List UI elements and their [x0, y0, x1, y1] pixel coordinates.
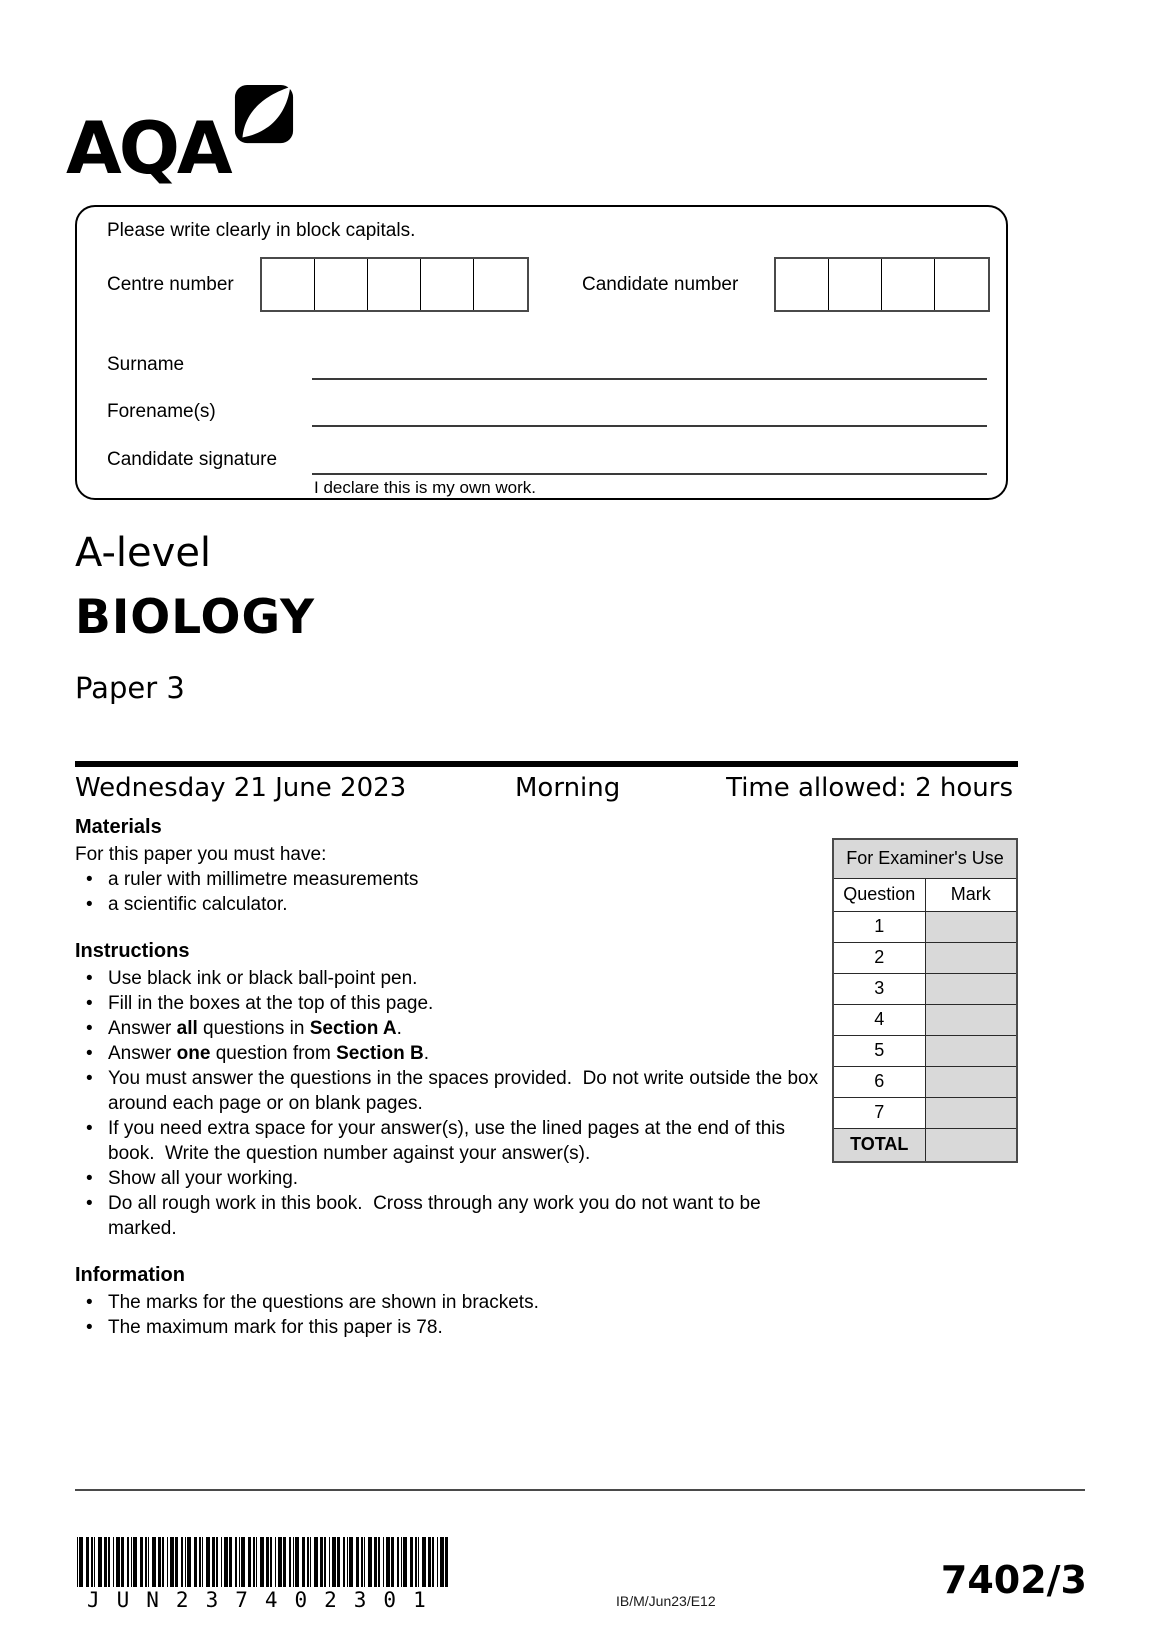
- barcode-bar: [278, 1537, 282, 1587]
- table-row: [833, 1097, 1017, 1128]
- barcode-bar: [91, 1537, 93, 1587]
- barcode-bar: [224, 1537, 228, 1587]
- examiner-use-table: [832, 838, 1018, 1163]
- list-item: • Answer one question from Section B.: [75, 1041, 833, 1066]
- digit-cell[interactable]: [829, 259, 882, 310]
- barcode-bar: [140, 1537, 143, 1587]
- barcode-bar: [194, 1537, 197, 1587]
- barcode-bar: [170, 1537, 174, 1587]
- barcode-bar: [391, 1537, 394, 1587]
- barcode-bar: [289, 1537, 291, 1587]
- total-label-cell: TOTAL: [833, 1128, 925, 1162]
- materials-intro: For this paper you must have:: [75, 844, 327, 865]
- question-number-cell: 4: [833, 1004, 925, 1035]
- digit-cell[interactable]: [935, 259, 988, 310]
- barcode-bar: [428, 1537, 431, 1587]
- footer-divider-line: [75, 1489, 1085, 1491]
- examiner-table-title: For Examiner's Use: [833, 839, 1017, 878]
- signature-input-line[interactable]: [312, 449, 987, 475]
- centre-number-label: Centre number: [107, 273, 234, 295]
- barcode-bar: [374, 1537, 377, 1587]
- barcode-bar: [212, 1537, 215, 1587]
- table-row: [833, 973, 1017, 1004]
- barcode-bar: [235, 1537, 237, 1587]
- materials-heading: Materials: [75, 816, 162, 838]
- list-item: • Answer all questions in Section A.: [75, 1016, 833, 1041]
- barcode-bar: [302, 1537, 305, 1587]
- barcode-bar: [332, 1537, 336, 1587]
- barcode-bar: [314, 1537, 318, 1587]
- surname-label: Surname: [107, 354, 185, 375]
- barcode-bar: [403, 1537, 407, 1587]
- barcode-bar: [293, 1537, 294, 1587]
- barcode-bar: [181, 1537, 183, 1587]
- barcode-bar: [133, 1537, 137, 1587]
- barcode-bar: [199, 1537, 201, 1587]
- barcode-bar: [104, 1537, 107, 1587]
- materials-list: [75, 867, 833, 917]
- barcode-bar: [86, 1537, 89, 1587]
- mark-entry-cell: [925, 973, 1017, 1004]
- barcode: [77, 1537, 457, 1587]
- mark-entry-cell: [925, 942, 1017, 973]
- barcode-bar: [206, 1537, 210, 1587]
- aqa-logo-text: AQA: [66, 105, 230, 190]
- information-heading: Information: [75, 1264, 185, 1286]
- list-item: • Show all your working.: [75, 1166, 833, 1191]
- barcode-bar: [248, 1537, 251, 1587]
- barcode-bar: [378, 1537, 380, 1587]
- barcode-bar: [77, 1537, 78, 1587]
- list-item: • Use black ink or black ball-point pen.: [75, 966, 833, 991]
- list-item: • You must answer the questions in the spaces provided. Do not write outside the box around each page or on blank pages.: [75, 1066, 833, 1116]
- exam-session: Morning: [515, 773, 621, 803]
- digit-cell[interactable]: [421, 259, 474, 310]
- barcode-bar: [108, 1537, 110, 1587]
- mark-entry-cell: [925, 1097, 1017, 1128]
- aqa-leaf-icon: [234, 84, 294, 144]
- barcode-bar: [113, 1537, 114, 1587]
- barcode-bar: [422, 1537, 426, 1587]
- list-item: • Do all rough work in this book. Cross through any work you do not want to be marked.: [75, 1191, 833, 1241]
- instructions-heading: Instructions: [75, 940, 190, 962]
- paper-reference: IB/M/Jun23/E12: [616, 1593, 716, 1609]
- barcode-bar: [349, 1537, 353, 1587]
- aqa-logo: [66, 84, 294, 190]
- exam-date: Wednesday 21 June 2023: [75, 773, 407, 803]
- barcode-bar: [253, 1537, 255, 1587]
- barcode-bar: [337, 1537, 340, 1587]
- barcode-bar: [131, 1537, 132, 1587]
- front-page-text: [75, 815, 833, 1340]
- barcode-bar: [98, 1537, 102, 1587]
- list-item: • The marks for the questions are shown in brackets.: [75, 1290, 833, 1315]
- barcode-bar: [437, 1537, 438, 1587]
- candidate-details-box: [75, 205, 1008, 500]
- barcode-bar: [386, 1537, 390, 1587]
- barcode-bar: [79, 1537, 83, 1587]
- table-row: [833, 1004, 1017, 1035]
- question-number-cell: 5: [833, 1035, 925, 1066]
- digit-cell[interactable]: [882, 259, 935, 310]
- question-number-cell: 1: [833, 911, 925, 942]
- table-row: [833, 1066, 1017, 1097]
- barcode-bar: [368, 1537, 372, 1587]
- barcode-bar: [347, 1537, 348, 1587]
- barcode-bar: [295, 1537, 299, 1587]
- table-row: [833, 1035, 1017, 1066]
- barcode-bar: [275, 1537, 276, 1587]
- barcode-bar: [324, 1537, 326, 1587]
- candidate-number-label: Candidate number: [582, 273, 739, 295]
- barcode-bar: [283, 1537, 286, 1587]
- barcode-bar: [185, 1537, 186, 1587]
- question-number-cell: 6: [833, 1066, 925, 1097]
- barcode-bar: [361, 1537, 363, 1587]
- qualification-level: A-level: [75, 530, 212, 576]
- barcode-bar: [401, 1537, 402, 1587]
- question-number-cell: 7: [833, 1097, 925, 1128]
- mark-entry-cell: [925, 1035, 1017, 1066]
- barcode-bar: [364, 1537, 365, 1587]
- barcode-bar: [145, 1537, 147, 1587]
- list-item: • Fill in the boxes at the top of this page.: [75, 991, 833, 1016]
- signature-label: Candidate signature: [107, 449, 278, 470]
- barcode-bar: [216, 1537, 218, 1587]
- question-number-cell: 2: [833, 942, 925, 973]
- question-number-cell: 3: [833, 973, 925, 1004]
- barcode-bar: [229, 1537, 232, 1587]
- paper-number: Paper 3: [75, 671, 185, 705]
- barcode-bar: [148, 1537, 149, 1587]
- barcode-bar: [270, 1537, 272, 1587]
- mark-entry-cell: [925, 1004, 1017, 1035]
- barcode-bar: [266, 1537, 269, 1587]
- title-divider-rule: [75, 761, 1018, 767]
- list-item: • a scientific calculator.: [75, 892, 833, 917]
- forenames-label: Forename(s): [107, 401, 216, 422]
- barcode-bar: [187, 1537, 191, 1587]
- barcode-bar: [116, 1537, 120, 1587]
- table-row: [833, 942, 1017, 973]
- forenames-input-line[interactable]: [312, 401, 987, 427]
- list-item: • If you need extra space for your answer(s), use the lined pages at the end of this book. Write the question number against your answer(s).: [75, 1116, 833, 1166]
- question-column-header: Question: [833, 878, 925, 911]
- barcode-bar: [152, 1537, 156, 1587]
- barcode-bar: [410, 1537, 413, 1587]
- barcode-bar: [260, 1537, 264, 1587]
- digit-cell[interactable]: [776, 259, 829, 310]
- barcode-bar: [202, 1537, 203, 1587]
- barcode-bar: [320, 1537, 323, 1587]
- digit-cell[interactable]: [315, 259, 368, 310]
- barcode-bar: [162, 1537, 164, 1587]
- barcode-bar: [440, 1537, 444, 1587]
- digit-cell[interactable]: [474, 259, 527, 310]
- candidate-number-input[interactable]: [774, 257, 990, 312]
- barcode-bar: [418, 1537, 419, 1587]
- barcode-bar: [221, 1537, 222, 1587]
- barcode-bar: [329, 1537, 330, 1587]
- barcode-bar: [94, 1537, 95, 1587]
- subject-title: BIOLOGY: [75, 590, 316, 645]
- time-allowed: Time allowed: 2 hours: [726, 773, 1013, 803]
- table-row: [833, 911, 1017, 942]
- barcode-bar: [356, 1537, 359, 1587]
- barcode-bar: [383, 1537, 384, 1587]
- barcode-bar: [415, 1537, 417, 1587]
- barcode-bar: [241, 1537, 245, 1587]
- list-item: • The maximum mark for this paper is 78.: [75, 1315, 833, 1340]
- barcode-text: JUN237402301: [87, 1588, 443, 1612]
- digit-cell[interactable]: [368, 259, 421, 310]
- mark-entry-cell: [925, 1066, 1017, 1097]
- barcode-bar: [256, 1537, 257, 1587]
- centre-number-input[interactable]: [260, 257, 529, 312]
- barcode-bar: [445, 1537, 448, 1587]
- barcode-bar: [121, 1537, 124, 1587]
- barcode-bar: [343, 1537, 345, 1587]
- list-item: • a ruler with millimetre measurements: [75, 867, 833, 892]
- title-block: [75, 530, 315, 705]
- barcode-bar: [432, 1537, 434, 1587]
- barcode-bar: [127, 1537, 129, 1587]
- declaration-text: I declare this is my own work.: [314, 478, 537, 497]
- mark-column-header: Mark: [925, 878, 1017, 911]
- barcode-bar: [397, 1537, 399, 1587]
- surname-input-line[interactable]: [312, 354, 987, 380]
- barcode-bar: [175, 1537, 178, 1587]
- instructions-list: [75, 966, 833, 1241]
- barcode-bar: [167, 1537, 168, 1587]
- candidate-number-row: [582, 257, 738, 312]
- total-mark-cell: [925, 1128, 1017, 1162]
- barcode-bar: [158, 1537, 161, 1587]
- session-line: [75, 773, 1018, 805]
- digit-cell[interactable]: [262, 259, 315, 310]
- barcode-bar: [310, 1537, 311, 1587]
- table-row-total: [833, 1128, 1017, 1162]
- mark-entry-cell: [925, 911, 1017, 942]
- information-list: [75, 1290, 833, 1340]
- block-capitals-instruction: Please write clearly in block capitals.: [107, 220, 416, 241]
- barcode-bar: [307, 1537, 309, 1587]
- paper-code: 7402/3: [940, 1558, 1087, 1602]
- barcode-bar: [239, 1537, 240, 1587]
- centre-number-row: [107, 257, 529, 312]
